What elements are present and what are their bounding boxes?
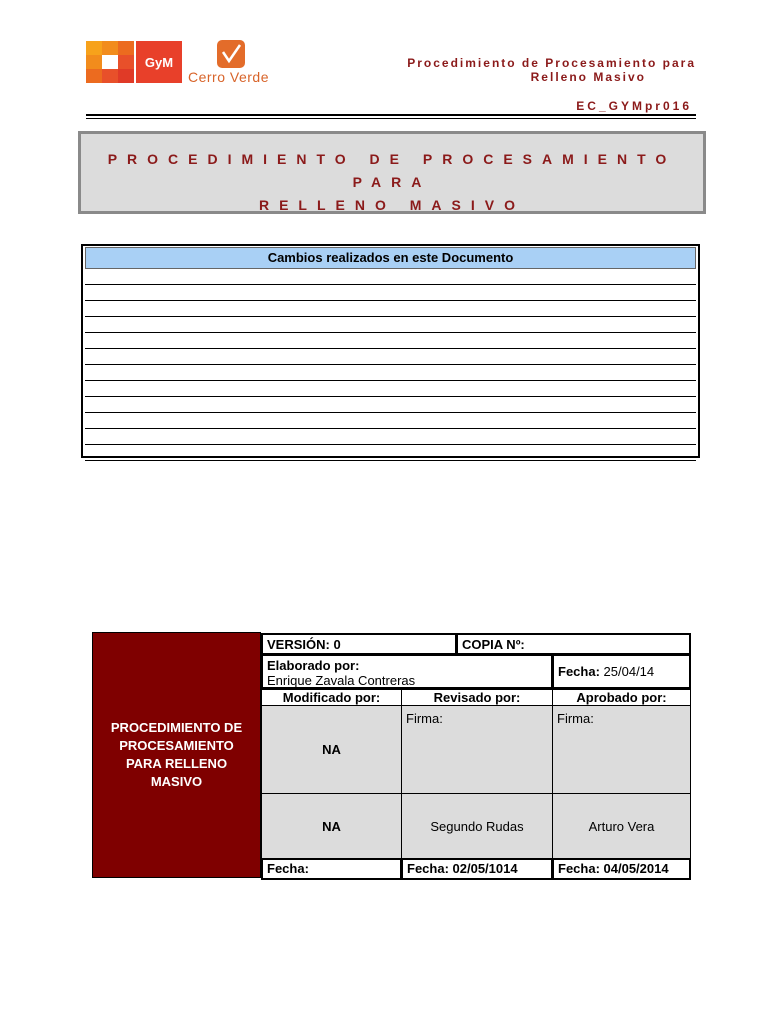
document-title-line1: PROCEDIMIENTO DE PROCESAMIENTO PARA bbox=[107, 151, 677, 190]
firma-aprobado-cell bbox=[552, 705, 691, 794]
elaborado-cell bbox=[261, 654, 553, 689]
elaborado-fecha-value: 25/04/14 bbox=[603, 664, 655, 679]
copia-cell: COPIA Nº: bbox=[456, 633, 691, 655]
modificado-value-1: NA bbox=[322, 742, 341, 757]
firma-revisado-cell bbox=[401, 705, 553, 794]
approval-side-title bbox=[92, 632, 261, 878]
fecha-aprobado-cell: Fecha: 04/05/2014 bbox=[552, 858, 691, 880]
elaborado-name: Enrique Zavala Contreras bbox=[267, 673, 416, 688]
aprobado-name-cell bbox=[552, 793, 691, 859]
changes-table-row bbox=[85, 365, 696, 381]
gym-logo: GyM bbox=[136, 41, 182, 83]
changes-table-header: Cambios realizados en este Documento bbox=[85, 247, 696, 269]
changes-table-row bbox=[85, 317, 696, 333]
changes-table-row bbox=[85, 349, 696, 365]
changes-table-row bbox=[85, 285, 696, 301]
changes-table-row bbox=[85, 429, 696, 445]
elaborado-fecha-cell bbox=[552, 654, 691, 689]
changes-table-row bbox=[85, 445, 696, 461]
changes-table-row bbox=[85, 381, 696, 397]
cerro-verde-logo-icon bbox=[217, 40, 245, 68]
changes-table-row bbox=[85, 301, 696, 317]
elaborado-label: Elaborado por: bbox=[267, 658, 360, 673]
col-aprobado-header: Aprobado por: bbox=[552, 689, 691, 706]
col-modificado-header: Modificado por: bbox=[261, 689, 402, 706]
version-cell: VERSIÓN: 0 bbox=[261, 633, 457, 655]
modificado-cell-1 bbox=[261, 705, 402, 794]
revisado-name: Segundo Rudas bbox=[430, 818, 524, 834]
cerro-verde-logo-text: Cerro Verde bbox=[188, 69, 269, 85]
revisado-name-cell bbox=[401, 793, 553, 859]
document-title-line2: RELLENO MASIVO bbox=[258, 197, 525, 213]
header-title-line2: Relleno Masivo bbox=[530, 70, 646, 84]
header-title-line1: Procedimiento de Procesamiento para bbox=[407, 56, 696, 70]
col-revisado-header: Revisado por: bbox=[401, 689, 553, 706]
header-divider bbox=[86, 114, 696, 116]
changes-table-row bbox=[85, 333, 696, 349]
changes-table bbox=[81, 244, 700, 458]
modificado-cell-2 bbox=[261, 793, 402, 859]
changes-table-row bbox=[85, 269, 696, 285]
changes-table-row bbox=[85, 397, 696, 413]
fecha-revisado-cell: Fecha: 02/05/1014 bbox=[401, 858, 553, 880]
changes-table-row bbox=[85, 413, 696, 429]
elaborado-fecha-label: Fecha: bbox=[558, 664, 600, 679]
fecha-modificado-cell: Fecha: bbox=[261, 858, 402, 880]
header-title bbox=[407, 56, 696, 84]
approval-side-title-text: PROCEDIMIENTO DE PROCESAMIENTO PARA RELLENO MASIVO bbox=[110, 720, 243, 789]
document-title-box bbox=[78, 131, 706, 214]
header-divider-thin bbox=[86, 118, 696, 119]
firma-aprobado-label: Firma: bbox=[557, 711, 594, 726]
gym-squares-logo bbox=[86, 41, 134, 83]
document-code: EC_GYMpr016 bbox=[576, 99, 692, 113]
modificado-value-2: NA bbox=[322, 818, 341, 834]
firma-revisado-label: Firma: bbox=[406, 711, 443, 726]
aprobado-name: Arturo Vera bbox=[588, 818, 655, 834]
changes-table-body bbox=[83, 269, 698, 461]
